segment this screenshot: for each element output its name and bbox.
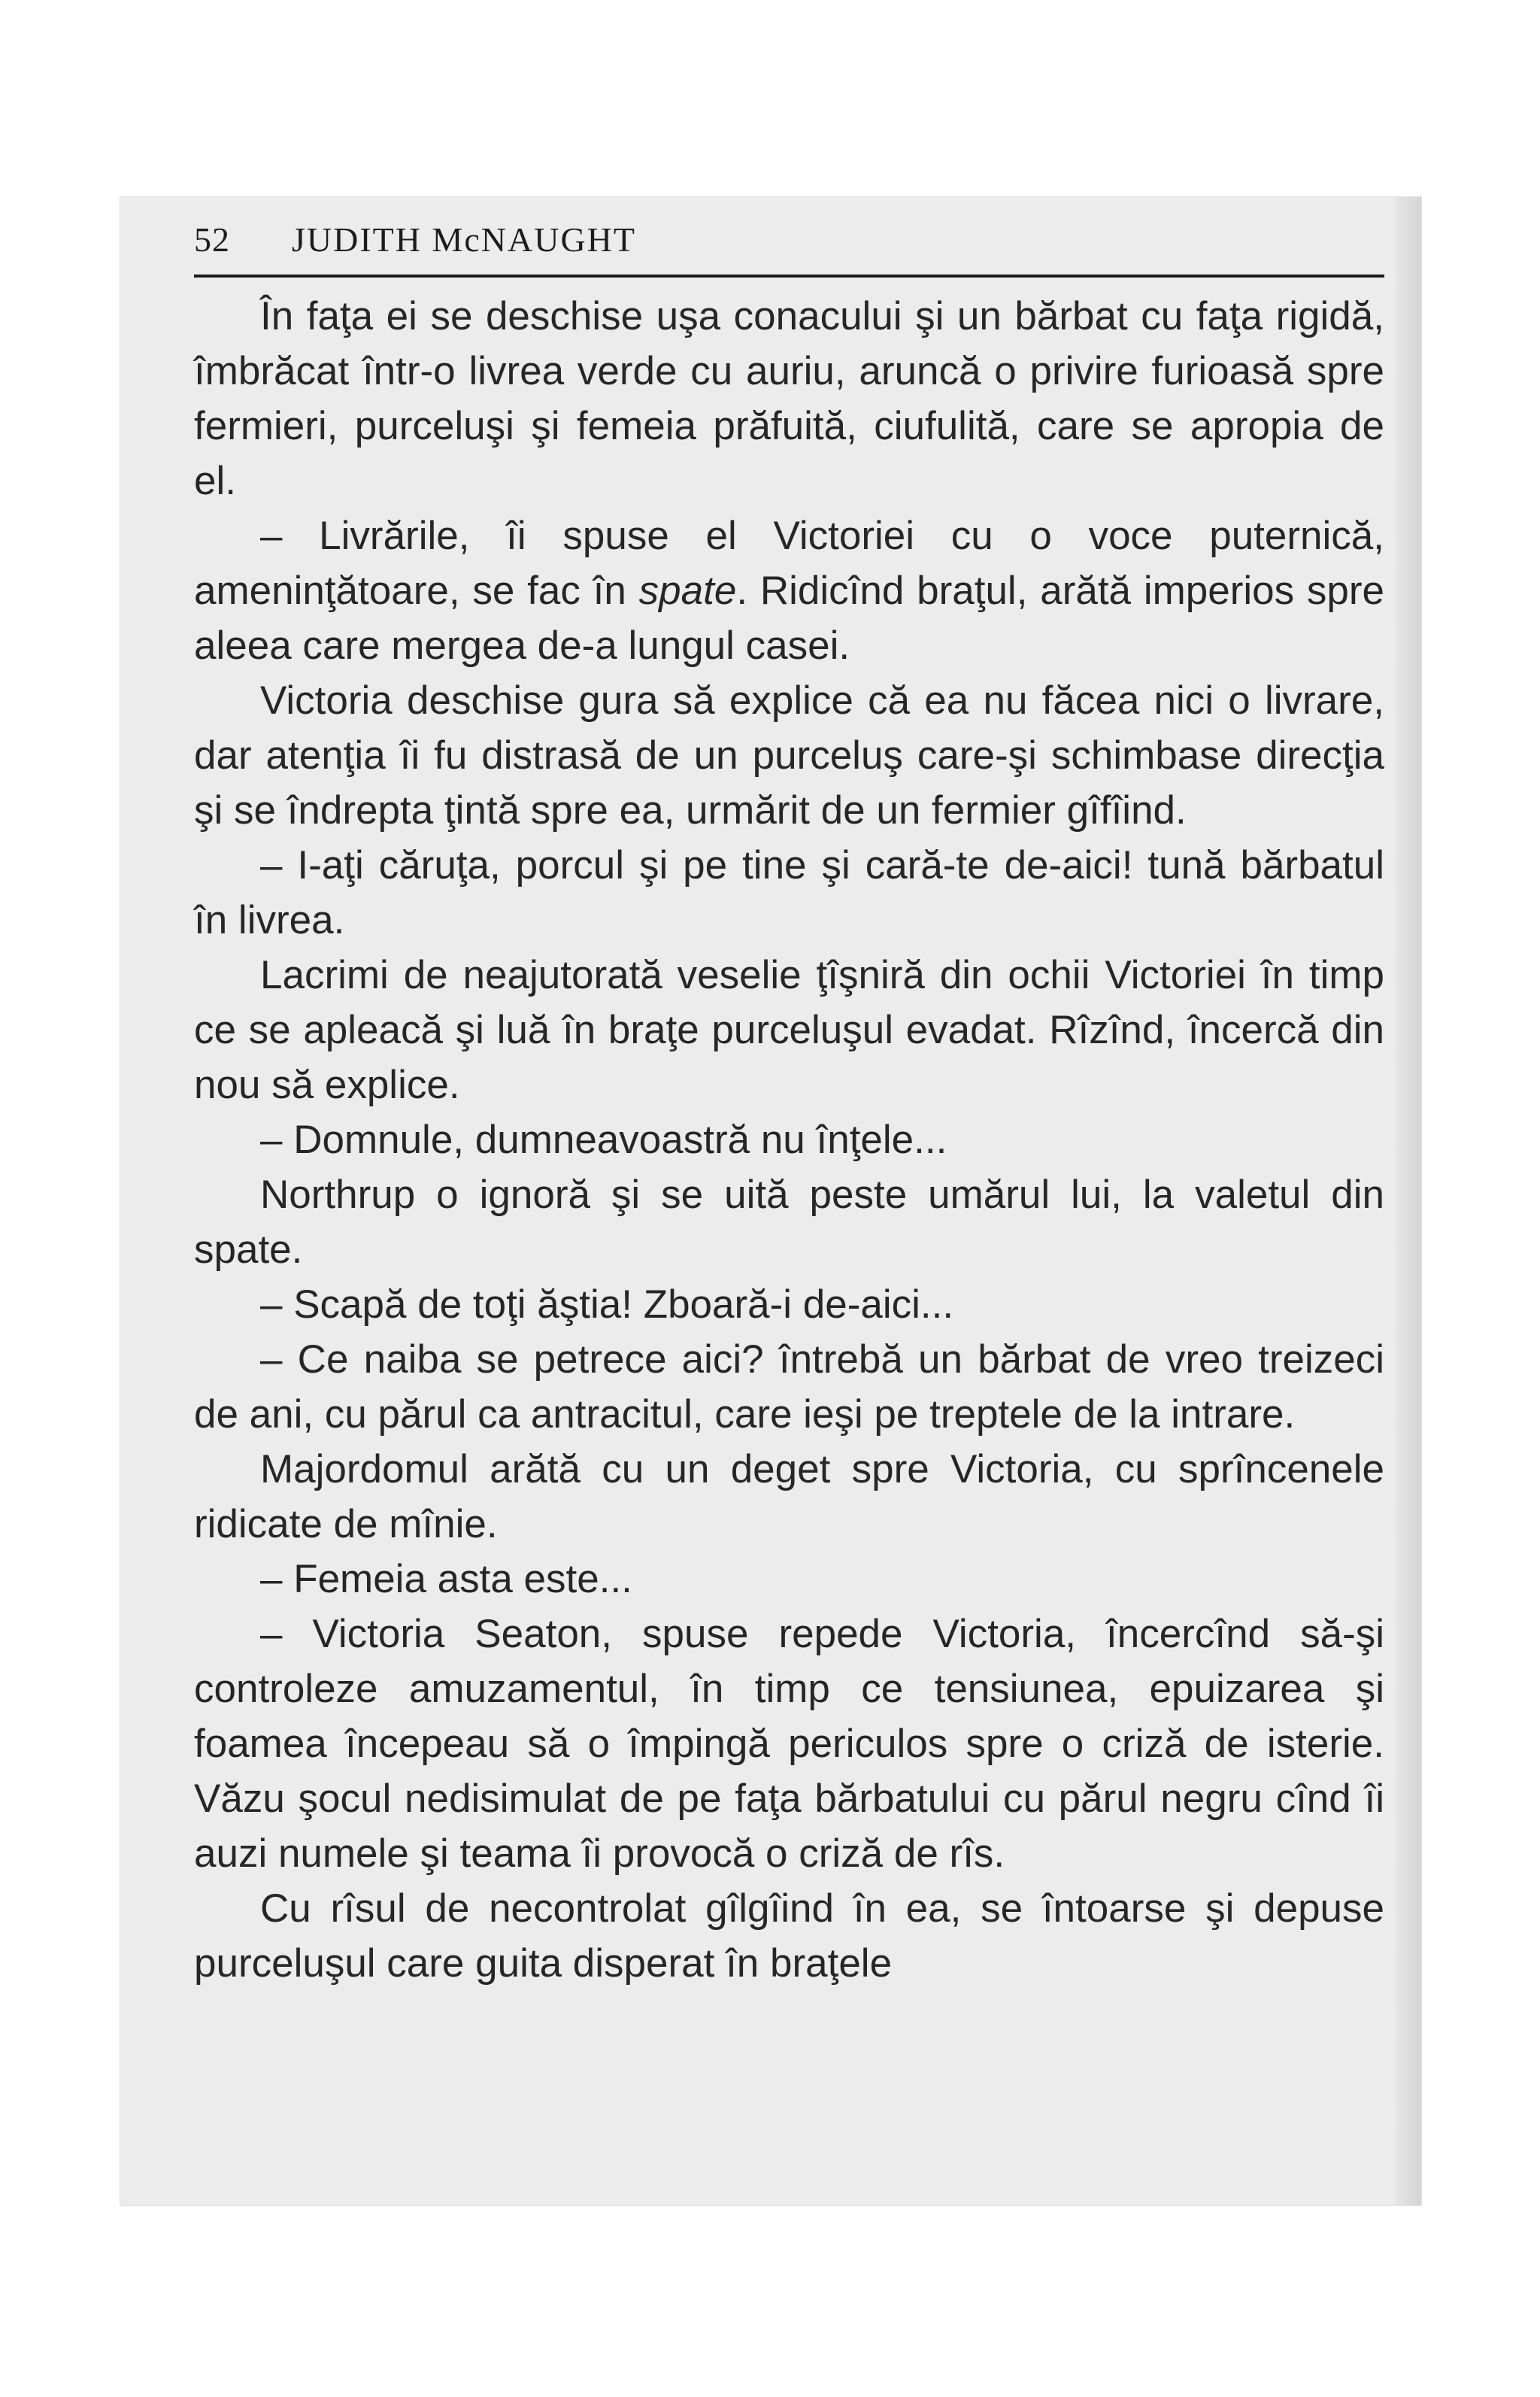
paragraph: Victoria deschise gura să explice că ea nu făcea nici o livrare, dar atenţia îi fu distrasă de un purceluş care-şi schimbase direcţia şi se îndrepta ţintă spre ea, urmărit de un fermier gîfîind. [194,678,1384,833]
paragraph: – Ce naiba se petrece aici? întrebă un bărbat de vreo treizeci de ani, cu părul ca antracitul, care ieşi pe treptele de la intrare. [194,1337,1384,1437]
paragraph [194,508,1384,673]
book-page [120,197,1421,2205]
running-head [194,220,636,259]
page-edge-shadow [1396,197,1421,2205]
body-text [194,289,1384,1991]
page-number: 52 [194,220,230,259]
paragraph-text: – Livrările, îi spuse el Victoriei cu o voce puternică, ameninţătoare, se fac în [194,514,1384,613]
paragraph: Lacrimi de neajutorată veselie ţîşniră din ochii Victoriei în timp ce se apleacă şi luă în braţe purceluşul evadat. Rîzînd, încercă din nou să explice. [194,953,1384,1107]
paragraph: – I-aţi căruţa, porcul şi pe tine şi cară-te de-aici! tună bărbatul în livrea. [194,843,1384,942]
paragraph-text: . Ridicînd braţul, arătă imperios spre aleea care mergea de-a lungul casei. [194,569,1385,668]
italic-word: spate [638,569,737,613]
book-author: JUDITH McNAUGHT [292,220,636,259]
header-rule [194,275,1384,278]
paragraph: – Scapă de toţi ăştia! Zboară-i de-aici... [260,1282,954,1327]
paragraph: – Domnule, dumneavoastră nu înţele... [260,1118,947,1162]
paragraph: – Victoria Seaton, spuse repede Victoria, încercînd să-şi controleze amuzamentul, în timp ce tensiunea, epuizarea şi foamea începeau să o împingă periculos spre o criză de isterie. Văzu şocul nedisimulat de pe faţa bărbatului cu părul negru cînd îi auzi numele şi teama îi provocă o criză de rîs. [194,1612,1384,1876]
paragraph: Majordomul arătă cu un deget spre Victoria, cu sprîncenele ridicate de mînie. [194,1447,1384,1546]
paragraph: Northrup o ignoră şi se uită peste umărul lui, la valetul din spate. [194,1173,1384,1272]
paragraph: În faţa ei se deschise uşa conacului şi un bărbat cu faţa rigidă, îmbrăcat într-o livrea verde cu auriu, aruncă o privire furioasă spre fermieri, purceluşi şi femeia prăfuită, ciufulită, care se apropia de el. [194,294,1384,503]
paragraph: Cu rîsul de necontrolat gîlgîind în ea, se întoarse şi depuse purceluşul care guita disperat în braţele [194,1886,1384,1986]
paragraph: – Femeia asta este... [260,1557,632,1601]
